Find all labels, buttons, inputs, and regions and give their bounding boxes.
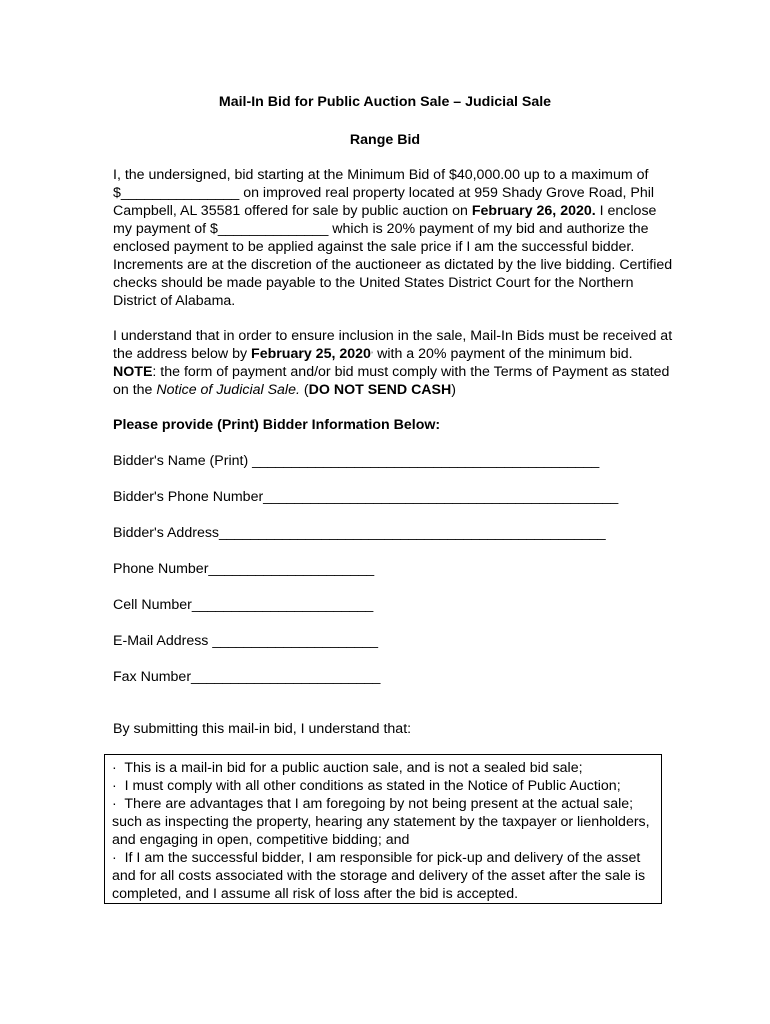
bidder-address-field[interactable]: Bidder's Address_________________________________________________: [113, 525, 606, 541]
fax-number-field[interactable]: Fax Number________________________: [113, 669, 381, 685]
bidder-info-heading: Please provide (Print) Bidder Information Below:: [113, 417, 441, 433]
phone-number-field[interactable]: Phone Number_____________________: [113, 561, 375, 577]
condition-item: · If I am the successful bidder, I am responsible for pick-up and delivery of the asset and for all costs associated with the storage and delivery of the asset after the sale is completed, and I assume all risk of loss after the bid is accepted.: [112, 850, 650, 902]
bid-paragraph-rest: I enclose my payment of $______________ which is 20% payment of my bid and authorize the enclosed payment to be applied against the sale price if I am the successful bidder. Increments are at the discretion of the auctioneer as dictated by the live bidding. Certified checks should be made payable to the United States District Court for the Northern District of Alabama.: [113, 203, 673, 309]
bidder-name-field[interactable]: Bidder's Name (Print) ____________________________________________: [113, 453, 600, 469]
deadline-date: February 25, 2020: [251, 346, 371, 362]
condition-item: · There are advantages that I am foregoing by not being present at the actual sale; such as inspecting the property, hearing any statement by the taxpayer or lienholders, and engaging in open, competitive bidding; and: [112, 796, 654, 848]
deadline-mark: ,: [370, 345, 374, 355]
document-title: Mail-In Bid for Public Auction Sale – Judicial Sale: [218, 94, 552, 110]
deadline-mid: with a 20% payment of the minimum bid.: [373, 346, 633, 362]
bidder-phone-field[interactable]: Bidder's Phone Number_____________________________________________: [113, 489, 619, 505]
no-cash-warning: DO NOT SEND CASH: [308, 382, 452, 398]
paren-close: ): [451, 382, 456, 398]
bid-paragraph-intro: I, the undersigned, bid starting at the Minimum Bid of $40,000.00 up to a maximum of $_______________ on improved real property located at 959 Shady Grove Road, Phil Campbell, AL 35581 offered for sale by public auction on: [113, 167, 655, 219]
bid-paragraph: [113, 166, 673, 310]
understanding-heading: By submitting this mail-in bid, I understand that:: [113, 721, 412, 737]
deadline-intro: I understand that in order to ensure inclusion in the sale, Mail-In Bids must be received at the address below by: [113, 328, 673, 362]
condition-item: · I must comply with all other conditions as stated in the Notice of Public Auction;: [112, 778, 621, 794]
note-text: : the form of payment and/or bid must comply with the Terms of Payment as stated on the: [113, 364, 670, 398]
condition-item: · This is a mail-in bid for a public auction sale, and is not a sealed bid sale;: [112, 760, 583, 776]
paren-open: (: [299, 382, 309, 398]
conditions-box: [104, 754, 662, 904]
auction-date: February 26, 2020.: [471, 203, 596, 219]
cell-number-field[interactable]: Cell Number_______________________: [113, 597, 374, 613]
note-label: NOTE: [113, 364, 153, 380]
email-field[interactable]: E-Mail Address _____________________: [113, 633, 379, 649]
notice-reference: Notice of Judicial Sale.: [156, 382, 300, 398]
deadline-paragraph: [113, 327, 673, 399]
document-subtitle: Range Bid: [349, 132, 421, 148]
